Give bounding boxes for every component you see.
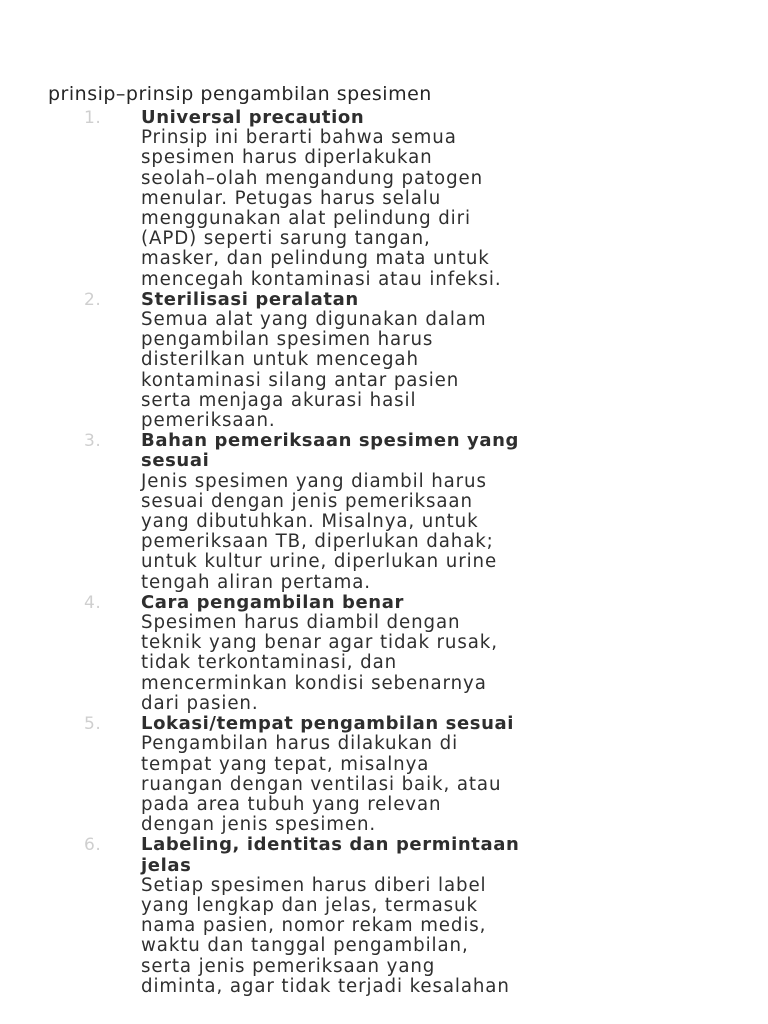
item-body-line: nama pasien, nomor rekam medis, xyxy=(141,915,487,937)
item-heading: Cara pengambilan benar xyxy=(141,591,404,613)
item-heading: Universal precaution xyxy=(141,107,365,128)
item-body-line: waktu dan tanggal pengambilan, xyxy=(141,935,469,957)
item-body-line: pengambilan spesimen harus xyxy=(141,329,434,351)
list-item xyxy=(0,431,768,593)
item-body-line: serta jenis pemeriksaan yang xyxy=(141,955,436,977)
item-body-line: Pengambilan harus dilakukan di xyxy=(141,733,459,755)
item-heading: jelas xyxy=(141,854,192,876)
item-body-line: pada area tubuh yang relevan xyxy=(141,793,442,815)
item-body-line: Spesimen harus diambil dengan xyxy=(141,612,461,634)
item-body-line: untuk kultur urine, diperlukan urine xyxy=(141,551,498,573)
list-item xyxy=(0,714,768,835)
item-number: 2. xyxy=(84,289,102,310)
item-body-line: teknik yang benar agar tidak rusak, xyxy=(141,632,498,654)
item-body-line: Jenis spesimen yang diambil harus xyxy=(141,470,487,492)
item-heading: Lokasi/tempat pengambilan sesuai xyxy=(141,713,514,735)
item-body-line: tengah aliran pertama. xyxy=(141,571,371,593)
item-body-line: tidak terkontaminasi, dan xyxy=(141,652,398,674)
item-number: 6. xyxy=(84,835,102,856)
item-heading: Sterilisasi peralatan xyxy=(141,288,359,310)
item-body-line: pemeriksaan. xyxy=(141,410,276,432)
item-heading: Bahan pemeriksaan spesimen yang xyxy=(141,430,519,452)
item-body-line: kontaminasi silang antar pasien xyxy=(141,369,460,391)
item-number: 4. xyxy=(84,592,102,613)
item-body-line: dengan jenis spesimen. xyxy=(141,814,377,836)
item-body-line: spesimen harus diperlakukan xyxy=(141,147,433,169)
item-number: 1. xyxy=(84,108,102,128)
item-body-line: Prinsip ini berarti bahwa semua xyxy=(141,127,457,149)
item-body-line: mencerminkan kondisi sebenarnya xyxy=(141,672,487,694)
item-number: 3. xyxy=(84,431,102,452)
item-body-line: mencegah kontaminasi atau infeksi. xyxy=(141,268,502,290)
item-body-line: serta menjaga akurasi hasil xyxy=(141,389,417,411)
item-heading: Labeling, identitas dan permintaan xyxy=(141,834,520,856)
item-body-line: yang lengkap dan jelas, termasuk xyxy=(141,894,478,916)
item-body-line: diminta, agar tidak terjadi kesalahan xyxy=(141,975,510,997)
principles-list xyxy=(0,108,768,997)
item-body-line: (APD) seperti sarung tangan, xyxy=(141,228,431,250)
item-body-line: pemeriksaan TB, diperlukan dahak; xyxy=(141,531,494,553)
item-body-line: sesuai dengan jenis pemeriksaan xyxy=(141,490,473,512)
item-body-line: menular. Petugas harus selalu xyxy=(141,187,442,209)
list-item xyxy=(0,108,768,290)
list-item xyxy=(0,593,768,714)
page-title: prinsip–prinsip pengambilan spesimen xyxy=(48,83,432,105)
item-body-line: ruangan dengan ventilasi baik, atau xyxy=(141,773,502,795)
list-item xyxy=(0,290,768,431)
item-body-line: yang dibutuhkan. Misalnya, untuk xyxy=(141,511,479,533)
item-body-line: tempat yang tepat, misalnya xyxy=(141,753,430,775)
item-body-line: Semua alat yang digunakan dalam xyxy=(141,309,487,331)
item-body-line: masker, dan pelindung mata untuk xyxy=(141,248,490,270)
list-item xyxy=(0,835,768,997)
item-body-line: seolah–olah mengandung patogen xyxy=(141,167,484,189)
item-body-line: Setiap spesimen harus diberi label xyxy=(141,874,487,896)
item-body-line: disterilkan untuk mencegah xyxy=(141,349,419,371)
item-number: 5. xyxy=(84,714,102,735)
item-body-line: menggunakan alat pelindung diri xyxy=(141,208,471,230)
item-heading: sesuai xyxy=(141,450,210,472)
item-body-line: dari pasien. xyxy=(141,692,259,714)
